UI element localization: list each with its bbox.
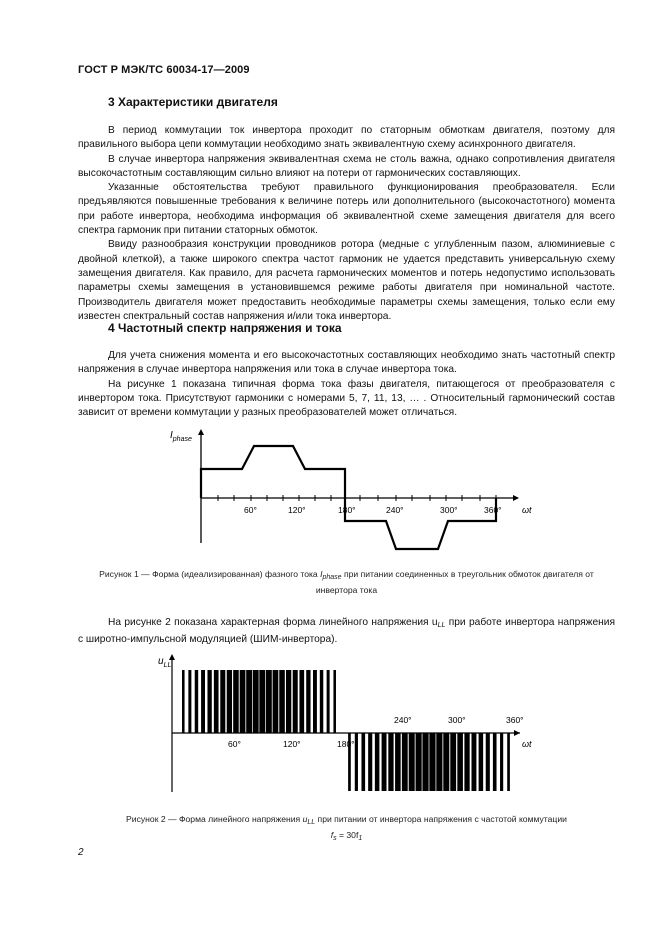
pwm-pulse: [313, 670, 317, 733]
pwm-pulse: [207, 670, 211, 733]
pwm-pulse: [416, 733, 422, 791]
pwm-pulses: [182, 670, 510, 791]
tick-label: 60°: [244, 505, 257, 515]
tick-label: 360°: [506, 715, 524, 725]
pwm-pulse: [375, 733, 380, 791]
page-number: 2: [78, 847, 84, 858]
pwm-pulse: [188, 670, 191, 733]
pwm-pulse: [306, 670, 310, 733]
pwm-pulse: [293, 670, 298, 733]
section-4-title: 4 Частотный спектр напряжения и тока: [108, 321, 342, 335]
paragraph: На рисунке 1 показана типичная форма тока фазы двигателя, питающегося от преобразователя с инвертором тока. Присутствуют гармоники с номерами 5, 7, 11, 13, … . Относительный гармонический состав зависит от времени коммутации у разных преобразователей может отличаться.: [78, 378, 615, 419]
y-axis-label: $I_{phase}$: [170, 430, 192, 443]
pwm-pulse: [500, 733, 503, 791]
tick-label: 240°: [394, 715, 412, 725]
pwm-pulse: [259, 670, 265, 733]
pwm-pulse: [443, 733, 449, 791]
pwm-pulse: [253, 670, 259, 733]
y-axis-arrow: [198, 429, 204, 435]
figure-2-line-voltage: [150, 652, 540, 800]
x-axis-arrow: [514, 730, 520, 736]
pwm-pulse: [507, 733, 510, 791]
pwm-pulse: [266, 670, 272, 733]
pwm-pulse: [240, 670, 246, 733]
pwm-pulse: [320, 670, 323, 733]
pwm-pulse: [233, 670, 239, 733]
figure-2-caption: Рисунок 2 — Форма линейного напряжения $u_{LL}$ при питании от инвертора напряжения с частотой коммутации $f_s = 30f_1$: [126, 814, 567, 842]
paragraph: В случае инвертора напряжения эквивалентная схема не столь важна, однако сопротивления двигателя высокочастотным составляющим сильно влияют на потери от гармонических составляющих.: [78, 153, 615, 179]
pwm-pulse: [471, 733, 476, 791]
tick-label: 300°: [440, 505, 458, 515]
pwm-pulse: [479, 733, 484, 791]
pwm-pulse: [273, 670, 279, 733]
pwm-pulse: [368, 733, 372, 791]
paragraph: Для учета снижения момента и его высокочастотных составляющих необходимо знать частотный спектр напряжения в случае инвертора напряжения или тока в случае инвертора тока.: [78, 350, 615, 376]
pwm-pulse: [493, 733, 497, 791]
pwm-pulse: [436, 733, 442, 791]
pwm-pulse: [422, 733, 428, 791]
pwm-pulse: [409, 733, 415, 791]
pwm-pulse: [286, 670, 291, 733]
pwm-pulse: [227, 670, 232, 733]
x-axis-label: ωt: [522, 739, 532, 749]
figure-2-intro: На рисунке 2 показана характерная форма линейного напряжения $u_{LL}$ при работе инвертора напряжения с широтно-импульсной модуляцией (ШИМ-инвертора).: [78, 617, 615, 646]
pwm-pulse: [450, 733, 456, 791]
pwm-pulse: [195, 670, 198, 733]
paragraph: Указанные обстоятельства требуют правильного функционирования преобразователя. Если предъявляются повышенные требования к величине потерь или дополнительного (высокочастотного) момента при работе инвертора, необходима информация об эквивалентной схеме замещения двигателя для всего спектра гармоник при питании статорных обмоток.: [78, 182, 615, 237]
pwm-pulse: [382, 733, 387, 791]
paragraph: Ввиду разнообразия конструкции проводников ротора (медные с углубленным пазом, алюминиевые с двойной клеткой), а также широкого спектра частот гармоник не удается представить универсальную схему замещения двигателя. Как правило, для расчета гармонических моментов и потерь недопустимо использовать параметры схемы замещения в установившемся режиме работы двигателя при номинальной частоте. Производитель двигателя может предоставить необходимые параметры схемы замещения, только если ему известен спектральный состав напряжения и/или тока инвертора.: [78, 239, 615, 322]
pwm-pulse: [220, 670, 225, 733]
tick-label: 60°: [228, 739, 241, 749]
pwm-pulse: [355, 733, 358, 791]
tick-label: 120°: [283, 739, 301, 749]
pwm-pulse: [457, 733, 463, 791]
pwm-pulse: [486, 733, 490, 791]
pwm-pulse: [299, 670, 304, 733]
pwm-pulse: [246, 670, 252, 733]
tick-label: 120°: [288, 505, 306, 515]
pwm-pulse: [201, 670, 205, 733]
document-header: ГОСТ Р МЭК/ТС 60034-17—2009: [78, 64, 250, 76]
section-4-text: [78, 349, 615, 420]
pwm-pulse: [402, 733, 408, 791]
tick-label: 180°: [337, 739, 355, 749]
pwm-pulse: [395, 733, 401, 791]
pwm-pulse: [182, 670, 185, 733]
pwm-pulse: [361, 733, 365, 791]
figure-1-caption: Рисунок 1 — Форма (идеализированная) фазного тока $I_{phase}$ при питании соединенных в треугольник обмоток двигателя от инвертора тока: [99, 569, 594, 595]
pwm-pulse: [327, 670, 330, 733]
section-3-title: 3 Характеристики двигателя: [108, 95, 278, 109]
tick-label: 360°: [484, 505, 502, 515]
pwm-pulse: [464, 733, 469, 791]
section-3-text: [78, 124, 615, 324]
pwm-pulse: [333, 670, 336, 733]
pwm-pulse: [429, 733, 435, 791]
tick-label: 300°: [448, 715, 466, 725]
paragraph: В период коммутации ток инвертора проходит по статорным обмоткам двигателя, поэтому для правильного выбора цепи коммутации необходимо знать эквивалентную схему асинхронного двигателя.: [78, 125, 615, 151]
figure-1-phase-current: [150, 425, 540, 560]
pwm-pulse: [279, 670, 285, 733]
tick-label: 180°: [338, 505, 356, 515]
pwm-pulse: [388, 733, 393, 791]
x-axis-arrow: [513, 495, 519, 501]
y-axis-label: $u_{LL}$: [158, 656, 172, 669]
pwm-pulse: [214, 670, 219, 733]
tick-label: 240°: [386, 505, 404, 515]
x-axis-label: ωt: [522, 505, 532, 515]
y-axis-arrow: [169, 654, 175, 660]
